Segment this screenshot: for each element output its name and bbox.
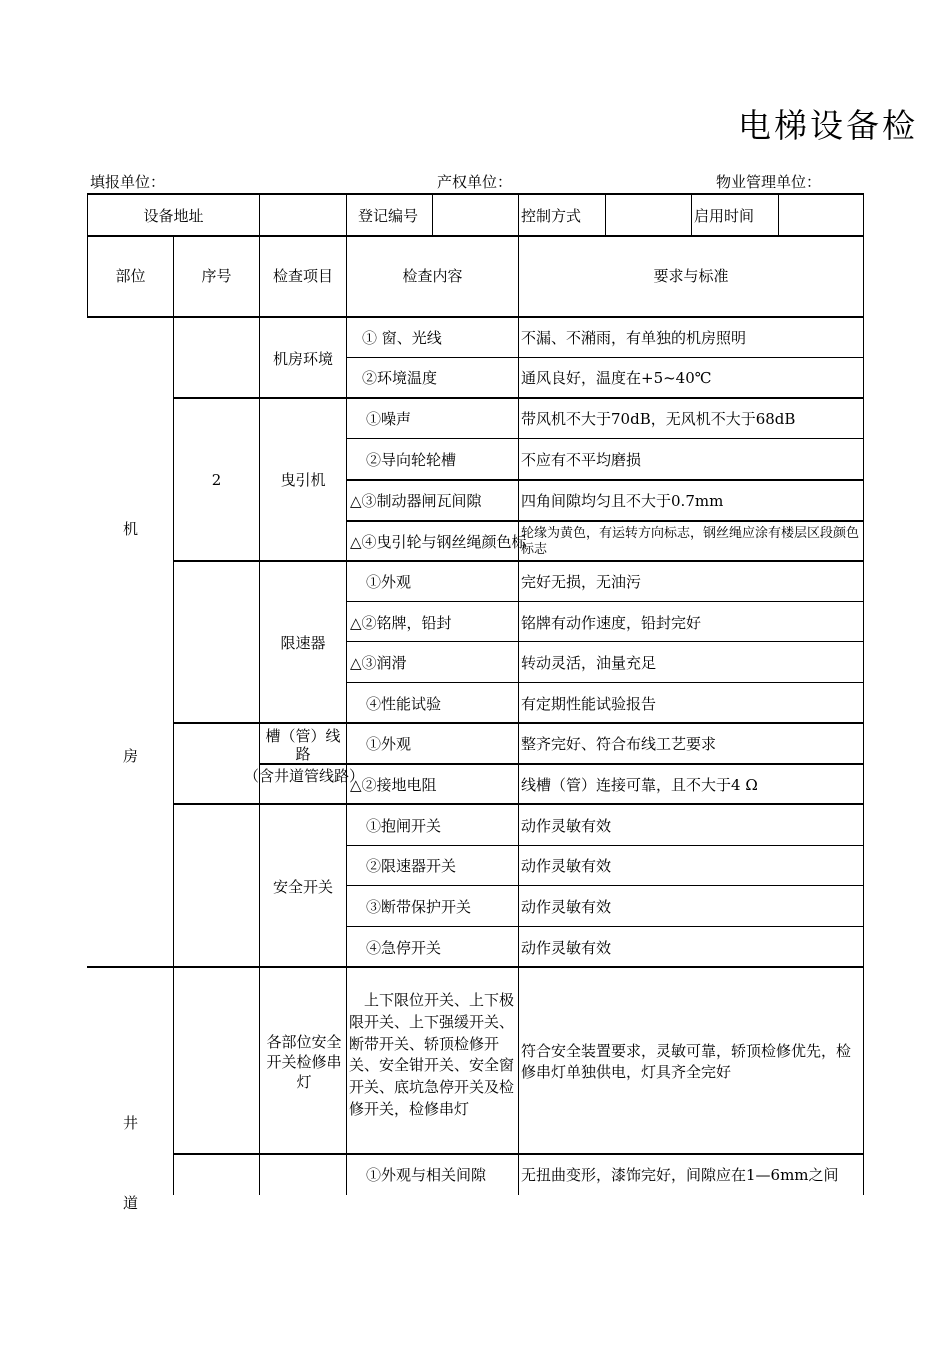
content-row: ②导向轮轮槽 xyxy=(366,451,457,469)
content-row: △②接地电阻 xyxy=(350,776,437,794)
standard-row: 有定期性能试验报告 xyxy=(521,695,657,713)
standard-row: 不漏、不潲雨，有单独的机房照明 xyxy=(521,329,747,347)
fill-unit-label: 填报单位： xyxy=(90,173,166,191)
page-title: 电梯设备检 xyxy=(738,106,918,145)
content-row: ④急停开关 xyxy=(366,939,442,957)
content-row: ①外观 xyxy=(366,735,412,753)
group-cable-line3: （含井道管线路） xyxy=(244,767,365,785)
standard-row: 符合安全装置要求，灵敏可靠，轿顶检修优先，检修串灯单独供电，灯具齐全完好 xyxy=(521,1042,852,1081)
group-governor: 限速器 xyxy=(280,634,326,652)
group-shaft-switch: 各部位安全开关检修串灯 xyxy=(266,1033,342,1091)
group-cable-line2: 路 xyxy=(295,745,311,763)
group-room-env: 机房环境 xyxy=(272,350,333,368)
group-cable-line1: 槽（管）线 xyxy=(265,727,341,745)
header-part: 部位 xyxy=(115,267,146,285)
content-row: △④曳引轮与钢丝绳颜色标 xyxy=(350,533,527,551)
standard-row: 动作灵敏有效 xyxy=(521,898,612,916)
group-safety-switch: 安全开关 xyxy=(272,878,333,896)
content-row: 上下限位开关、上下极限开关、上下强缓开关、断带开关、轿顶检修开关、安全钳开关、安全窗开关、底坑急停开关及检修开关，检修串灯 xyxy=(349,991,515,1118)
part-shaft-2: 道 xyxy=(123,1194,139,1212)
content-row: ①外观 xyxy=(366,573,412,591)
standard-row: 轮缘为黄色，有运转方向标志，钢丝绳应涂有楼层区段颜色标志 xyxy=(521,526,860,557)
standard-row: 动作灵敏有效 xyxy=(521,857,612,875)
seq-number: 2 xyxy=(211,471,222,489)
property-unit-label: 物业管理单位： xyxy=(716,173,822,191)
standard-row: 通风良好，温度在+5~40℃ xyxy=(521,369,712,387)
content-row: ③断带保护开关 xyxy=(366,898,472,916)
content-row: ②限速器开关 xyxy=(366,857,457,875)
content-row: △③制动器闸瓦间隙 xyxy=(350,492,482,510)
reg-no-label: 登记编号 xyxy=(358,207,419,225)
owner-unit-label: 产权单位： xyxy=(437,173,513,191)
part-machine-1: 机 xyxy=(123,520,139,538)
standard-row: 带风机不大于70dB，无风机不大于68dB xyxy=(521,410,796,428)
standard-row: 整齐完好、符合布线工艺要求 xyxy=(521,735,717,753)
control-label: 控制方式 xyxy=(521,207,582,225)
standard-row: 无扭曲变形，漆饰完好，间隙应在1—6mm之间 xyxy=(521,1166,839,1184)
standard-row: 铭牌有动作速度，铅封完好 xyxy=(521,614,702,632)
start-time-label: 启用时间 xyxy=(694,207,755,225)
content-row: ①抱闸开关 xyxy=(366,817,442,835)
content-row: ① 窗、光线 xyxy=(362,329,442,347)
standard-row: 动作灵敏有效 xyxy=(521,939,612,957)
standard-row: 不应有不平均磨损 xyxy=(521,451,642,469)
group-traction: 曳引机 xyxy=(280,471,326,489)
content-row: ①外观与相关间隙 xyxy=(366,1166,487,1184)
header-seq: 序号 xyxy=(201,267,232,285)
standard-row: 线槽（管）连接可靠，且不大于4 Ω xyxy=(521,776,758,794)
content-row: ②环境温度 xyxy=(362,369,438,387)
header-standard: 要求与标准 xyxy=(653,267,729,285)
standard-row: 动作灵敏有效 xyxy=(521,817,612,835)
part-shaft-1: 井 xyxy=(123,1114,139,1132)
content-row: △②铭牌，铅封 xyxy=(350,614,452,632)
address-label: 设备地址 xyxy=(143,207,204,225)
content-row: ④性能试验 xyxy=(366,695,442,713)
part-machine-2: 房 xyxy=(123,747,139,765)
content-row: ①噪声 xyxy=(366,410,412,428)
header-content: 检查内容 xyxy=(402,267,463,285)
standard-row: 四角间隙均匀且不大于0.7mm xyxy=(521,492,724,510)
header-item: 检查项目 xyxy=(272,267,333,285)
standard-row: 完好无损，无油污 xyxy=(521,573,642,591)
standard-row: 转动灵活，油量充足 xyxy=(521,654,657,672)
content-row: △③润滑 xyxy=(350,654,407,672)
